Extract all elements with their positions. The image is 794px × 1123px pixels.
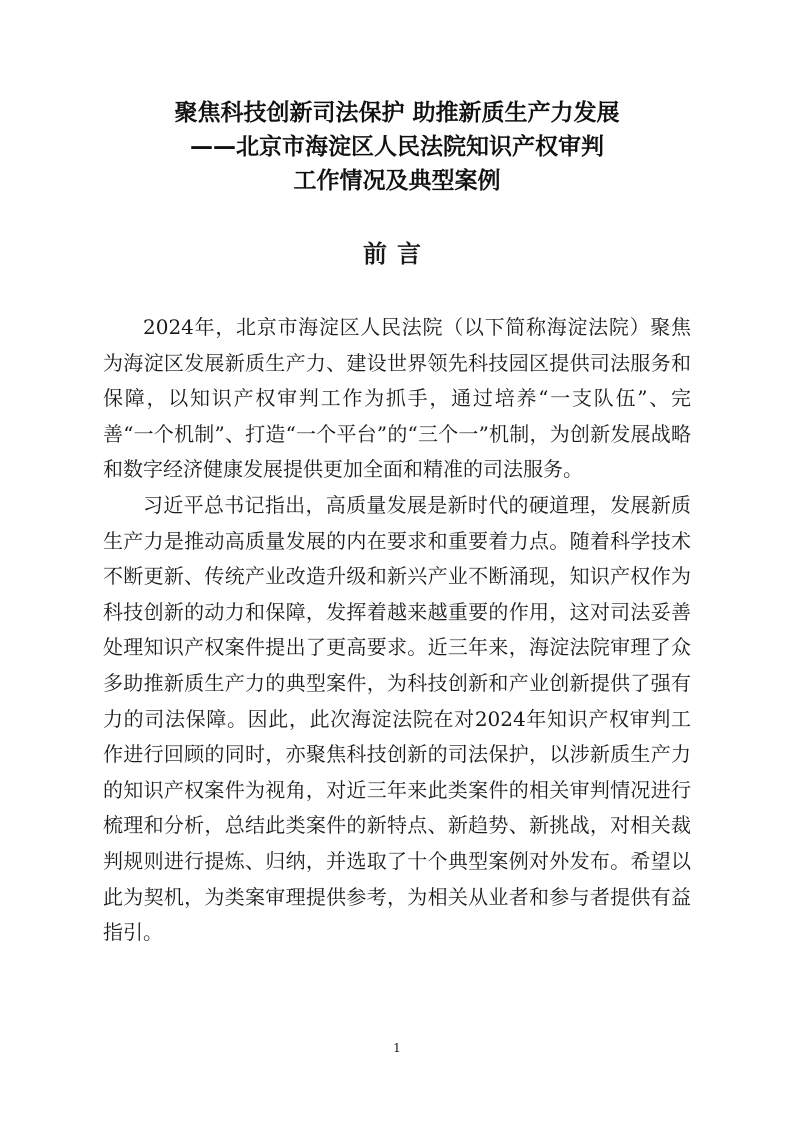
paragraph-1: 2024年，北京市海淀区人民法院（以下简称海淀法院）聚焦为海淀区发展新质生产力、建设世界领先科技园区提供司法服务和保障，以知识产权审判工作为抓手，通过培养“一支队伍”、完善“一个机制”、打造“一个平台”的“三个一”机制，为创新发展战略和数字经济健康发展提供更加全面和精准的司法服务。	[103, 315, 691, 482]
title-line-2: ——北京市海淀区人民法院知识产权审判	[190, 134, 604, 160]
title-line-3: 工作情况及典型案例	[293, 168, 501, 194]
document-body	[103, 310, 691, 951]
section-heading-preface: 前言	[363, 240, 431, 268]
paragraph-2: 习近平总书记指出，高质量发展是新时代的硬道理，发展新质生产力是推动高质量发展的内在要求和重要着力点。随着科学技术不断更新、传统产业改造升级和新兴产业不断涌现，知识产权作为科技创新的动力和保障，发挥着越来越重要的作用，这对司法妥善处理知识产权案件提出了更高要求。近三年来，海淀法院审理了众多助推新质生产力的典型案件，为科技创新和产业创新提供了强有力的司法保障。因此，此次海淀法院在对2024年知识产权审判工作进行回顾的同时，亦聚焦科技创新的司法保护，以涉新质生产力的知识产权案件为视角，对近三年来此类案件的相关审判情况进行梳理和分析，总结此类案件的新特点、新趋势、新挑战，对相关裁判规则进行提炼、归纳，并选取了十个典型案例对外发布。希望以此为契机，为类案审理提供参考，为相关从业者和参与者提供有益指引。	[103, 492, 691, 945]
page-number: 1	[393, 1041, 401, 1055]
title-line-1: 聚焦科技创新司法保护 助推新质生产力发展	[174, 100, 620, 126]
document-title	[0, 96, 794, 198]
